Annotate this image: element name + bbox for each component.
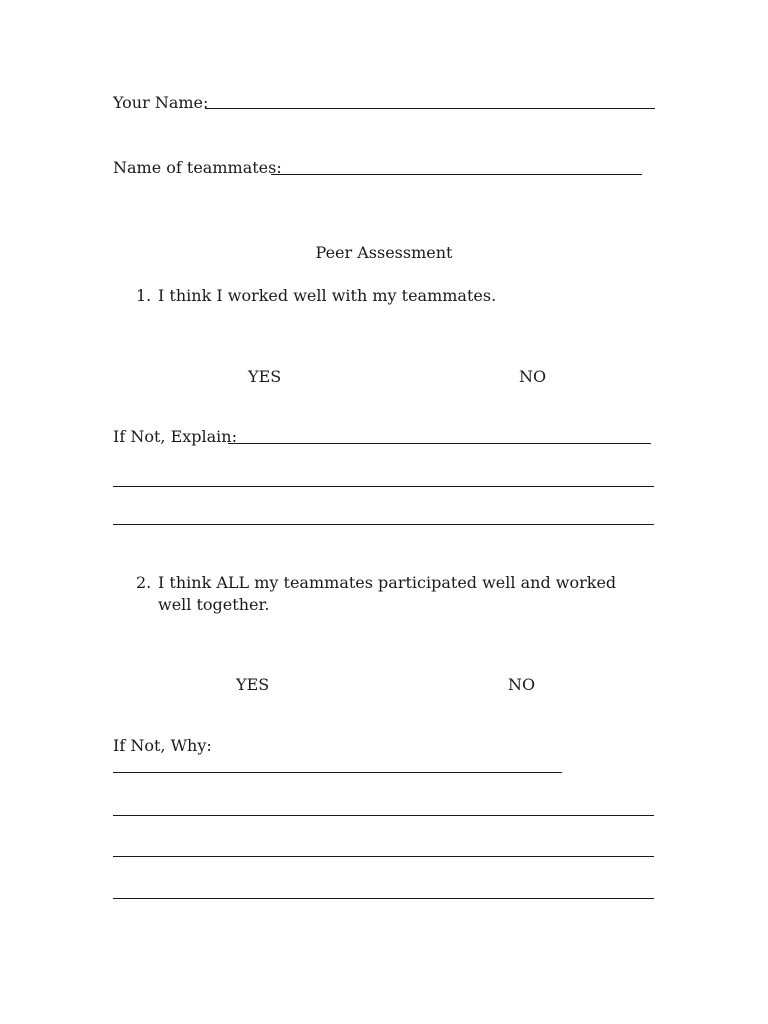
question-2-yes-option[interactable]: YES [236,675,270,694]
question-1-text: I think I worked well with my teammates. [158,286,497,305]
question-2-number: 2. [136,573,152,592]
question-2-why-line-2[interactable] [113,815,654,816]
question-1-followup-label: If Not, Explain: [113,427,237,446]
question-1-explain-line-1[interactable] [228,443,651,444]
question-1-explain-line-2[interactable] [113,486,654,487]
teammates-blank[interactable] [271,174,642,175]
question-2-why-line-3[interactable] [113,856,654,857]
question-1-explain-line-3[interactable] [113,524,654,525]
question-1-yes-option[interactable]: YES [248,367,282,386]
question-2-why-line-4[interactable] [113,898,654,899]
your-name-blank[interactable] [205,108,655,109]
teammates-label: Name of teammates: [113,158,282,177]
question-1-no-option[interactable]: NO [519,367,547,386]
question-2-no-option[interactable]: NO [508,675,536,694]
page-title: Peer Assessment [315,243,453,262]
your-name-label: Your Name: [113,93,209,112]
question-2-why-line-1[interactable] [113,772,562,773]
question-2-followup-label: If Not, Why: [113,736,212,755]
question-2-text: I think ALL my teammates participated well and worked well together. [158,573,617,614]
question-1-number: 1. [136,286,152,305]
